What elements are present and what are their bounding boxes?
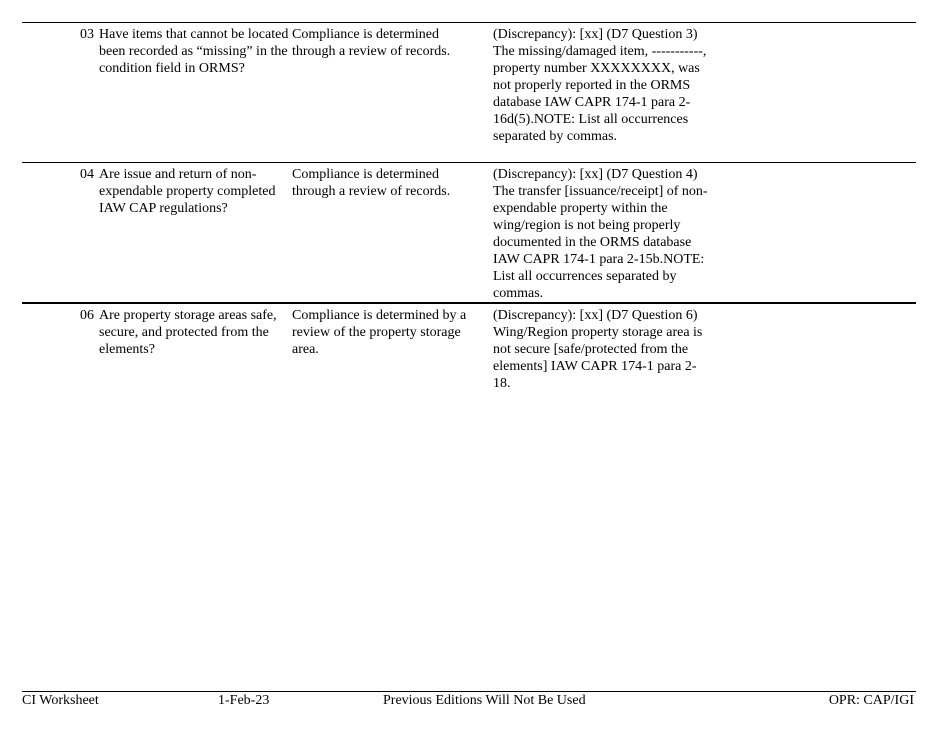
footer-notice: Previous Editions Will Not Be Used — [383, 693, 586, 708]
table-row — [22, 26, 916, 161]
compliance-method: Compliance is determined through a review of records. — [292, 27, 451, 59]
footer-opr: OPR: CAP/IGI — [828, 693, 914, 708]
footer-form-name: CI Worksheet — [22, 693, 99, 708]
table-row — [22, 307, 916, 397]
discrepancy-text: (Discrepancy): [xx] (D7 Question 3) The missing/damaged item, -----------, property number XXXXXXXX, was not properly reported in the ORMS database IAW CAPR 174-1 para 2-16d(5).NOTE: List all occurrences separated by commas. — [493, 27, 707, 144]
question-number: 04 — [80, 167, 94, 182]
question-text: Have items that cannot be located been recorded as “missing” in the condition field in ORMS? — [99, 27, 289, 76]
question-number: 06 — [80, 308, 94, 323]
compliance-method: Compliance is determined by a review of the property storage area. — [292, 308, 467, 357]
row-divider — [22, 302, 916, 304]
row-divider — [22, 162, 916, 163]
question-text: Are property storage areas safe, secure, and protected from the elements? — [99, 308, 277, 357]
question-text: Are issue and return of non-expendable property completed IAW CAP regulations? — [99, 167, 276, 216]
discrepancy-text: (Discrepancy): [xx] (D7 Question 4) The transfer [issuance/receipt] of non-expendable property within the wing/region is not being properly documented in the ORMS database IAW CAPR 174-1 para 2-15b.NOTE: List all occurrences separated by commas. — [493, 167, 708, 301]
footer-date: 1-Feb-23 — [218, 693, 270, 708]
table-row — [22, 166, 916, 301]
compliance-method: Compliance is determined through a review of records. — [292, 167, 451, 199]
top-rule — [22, 22, 916, 23]
question-number: 03 — [80, 27, 94, 42]
discrepancy-text: (Discrepancy): [xx] (D7 Question 6) Wing/Region property storage area is not secure [safe/protected from the elements] IAW CAPR 174-1 para 2-18. — [493, 308, 703, 391]
